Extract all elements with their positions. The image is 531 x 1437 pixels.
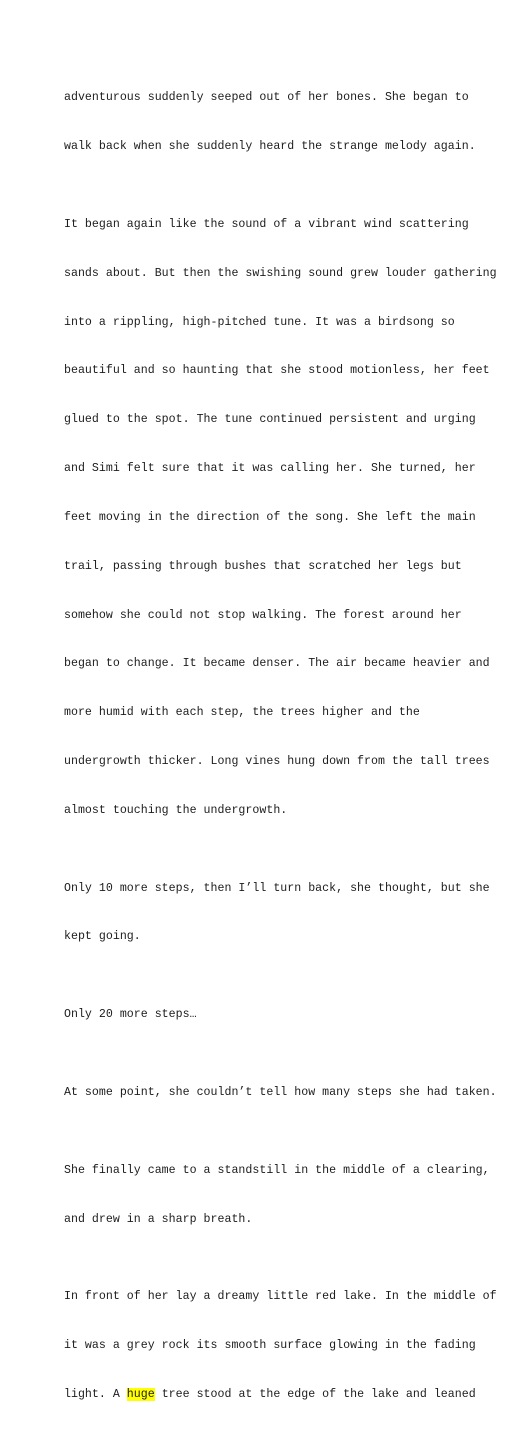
- highlighted-word: huge: [126, 1388, 155, 1402]
- paragraph: [64, 1134, 490, 1256]
- text-line: It began again like the sound of a vibrant wind scattering: [64, 218, 469, 232]
- text-line: In front of her lay a dreamy little red lake. In the middle of: [64, 1290, 497, 1304]
- text-line: undergrowth thicker. Long vines hung down from the tall trees: [64, 754, 490, 768]
- text-line: She finally came to a standstill in the middle of a clearing,: [64, 1163, 490, 1177]
- text-fragment: light. A: [64, 1388, 127, 1402]
- text-line: and drew in a sharp breath.: [64, 1212, 253, 1226]
- text-line: At some point, she couldn’t tell how many steps she had taken.: [64, 1086, 497, 1100]
- text-line: and Simi felt sure that it was calling her. She turned, her: [64, 462, 476, 476]
- text-line: adventurous suddenly seeped out of her bones. She began to: [64, 91, 469, 105]
- text-line: beautiful and so haunting that she stood motionless, her feet: [64, 364, 490, 378]
- text-fragment: tree stood at the edge of the lake and leaned: [154, 1388, 476, 1402]
- text-line-highlighted: [64, 1383, 474, 1407]
- text-line: it was a grey rock its smooth surface glowing in the fading: [64, 1339, 476, 1353]
- text-line: feet moving in the direction of the song. She left the main: [64, 510, 476, 524]
- text-line: into a rippling, high-pitched tune. It was a birdsong so: [64, 315, 455, 329]
- paragraph: [64, 1057, 497, 1130]
- paragraph: [64, 189, 497, 848]
- paragraph: [64, 852, 490, 974]
- text-line: almost touching the undergrowth.: [64, 803, 288, 817]
- text-line: began to change. It became denser. The air became heavier and: [64, 657, 490, 671]
- paragraph: [64, 1261, 497, 1432]
- text-line: trail, passing through bushes that scratched her legs but: [64, 559, 462, 573]
- text-line: more humid with each step, the trees higher and the: [64, 706, 420, 720]
- text-line: kept going.: [64, 930, 141, 944]
- paragraph: [64, 979, 474, 1052]
- text-line: sands about. But then the swishing sound grew louder gathering: [64, 266, 497, 280]
- story-text: [64, 62, 497, 1437]
- text-line: Only 20 more steps…: [64, 1008, 197, 1022]
- text-line: glued to the spot. The tune continued persistent and urging: [64, 413, 476, 427]
- paragraph: [64, 62, 474, 184]
- text-line: somehow she could not stop walking. The forest around her: [64, 608, 462, 622]
- text-line: walk back when she suddenly heard the strange melody again.: [64, 140, 476, 154]
- text-line: Only 10 more steps, then I’ll turn back, she thought, but she: [64, 881, 490, 895]
